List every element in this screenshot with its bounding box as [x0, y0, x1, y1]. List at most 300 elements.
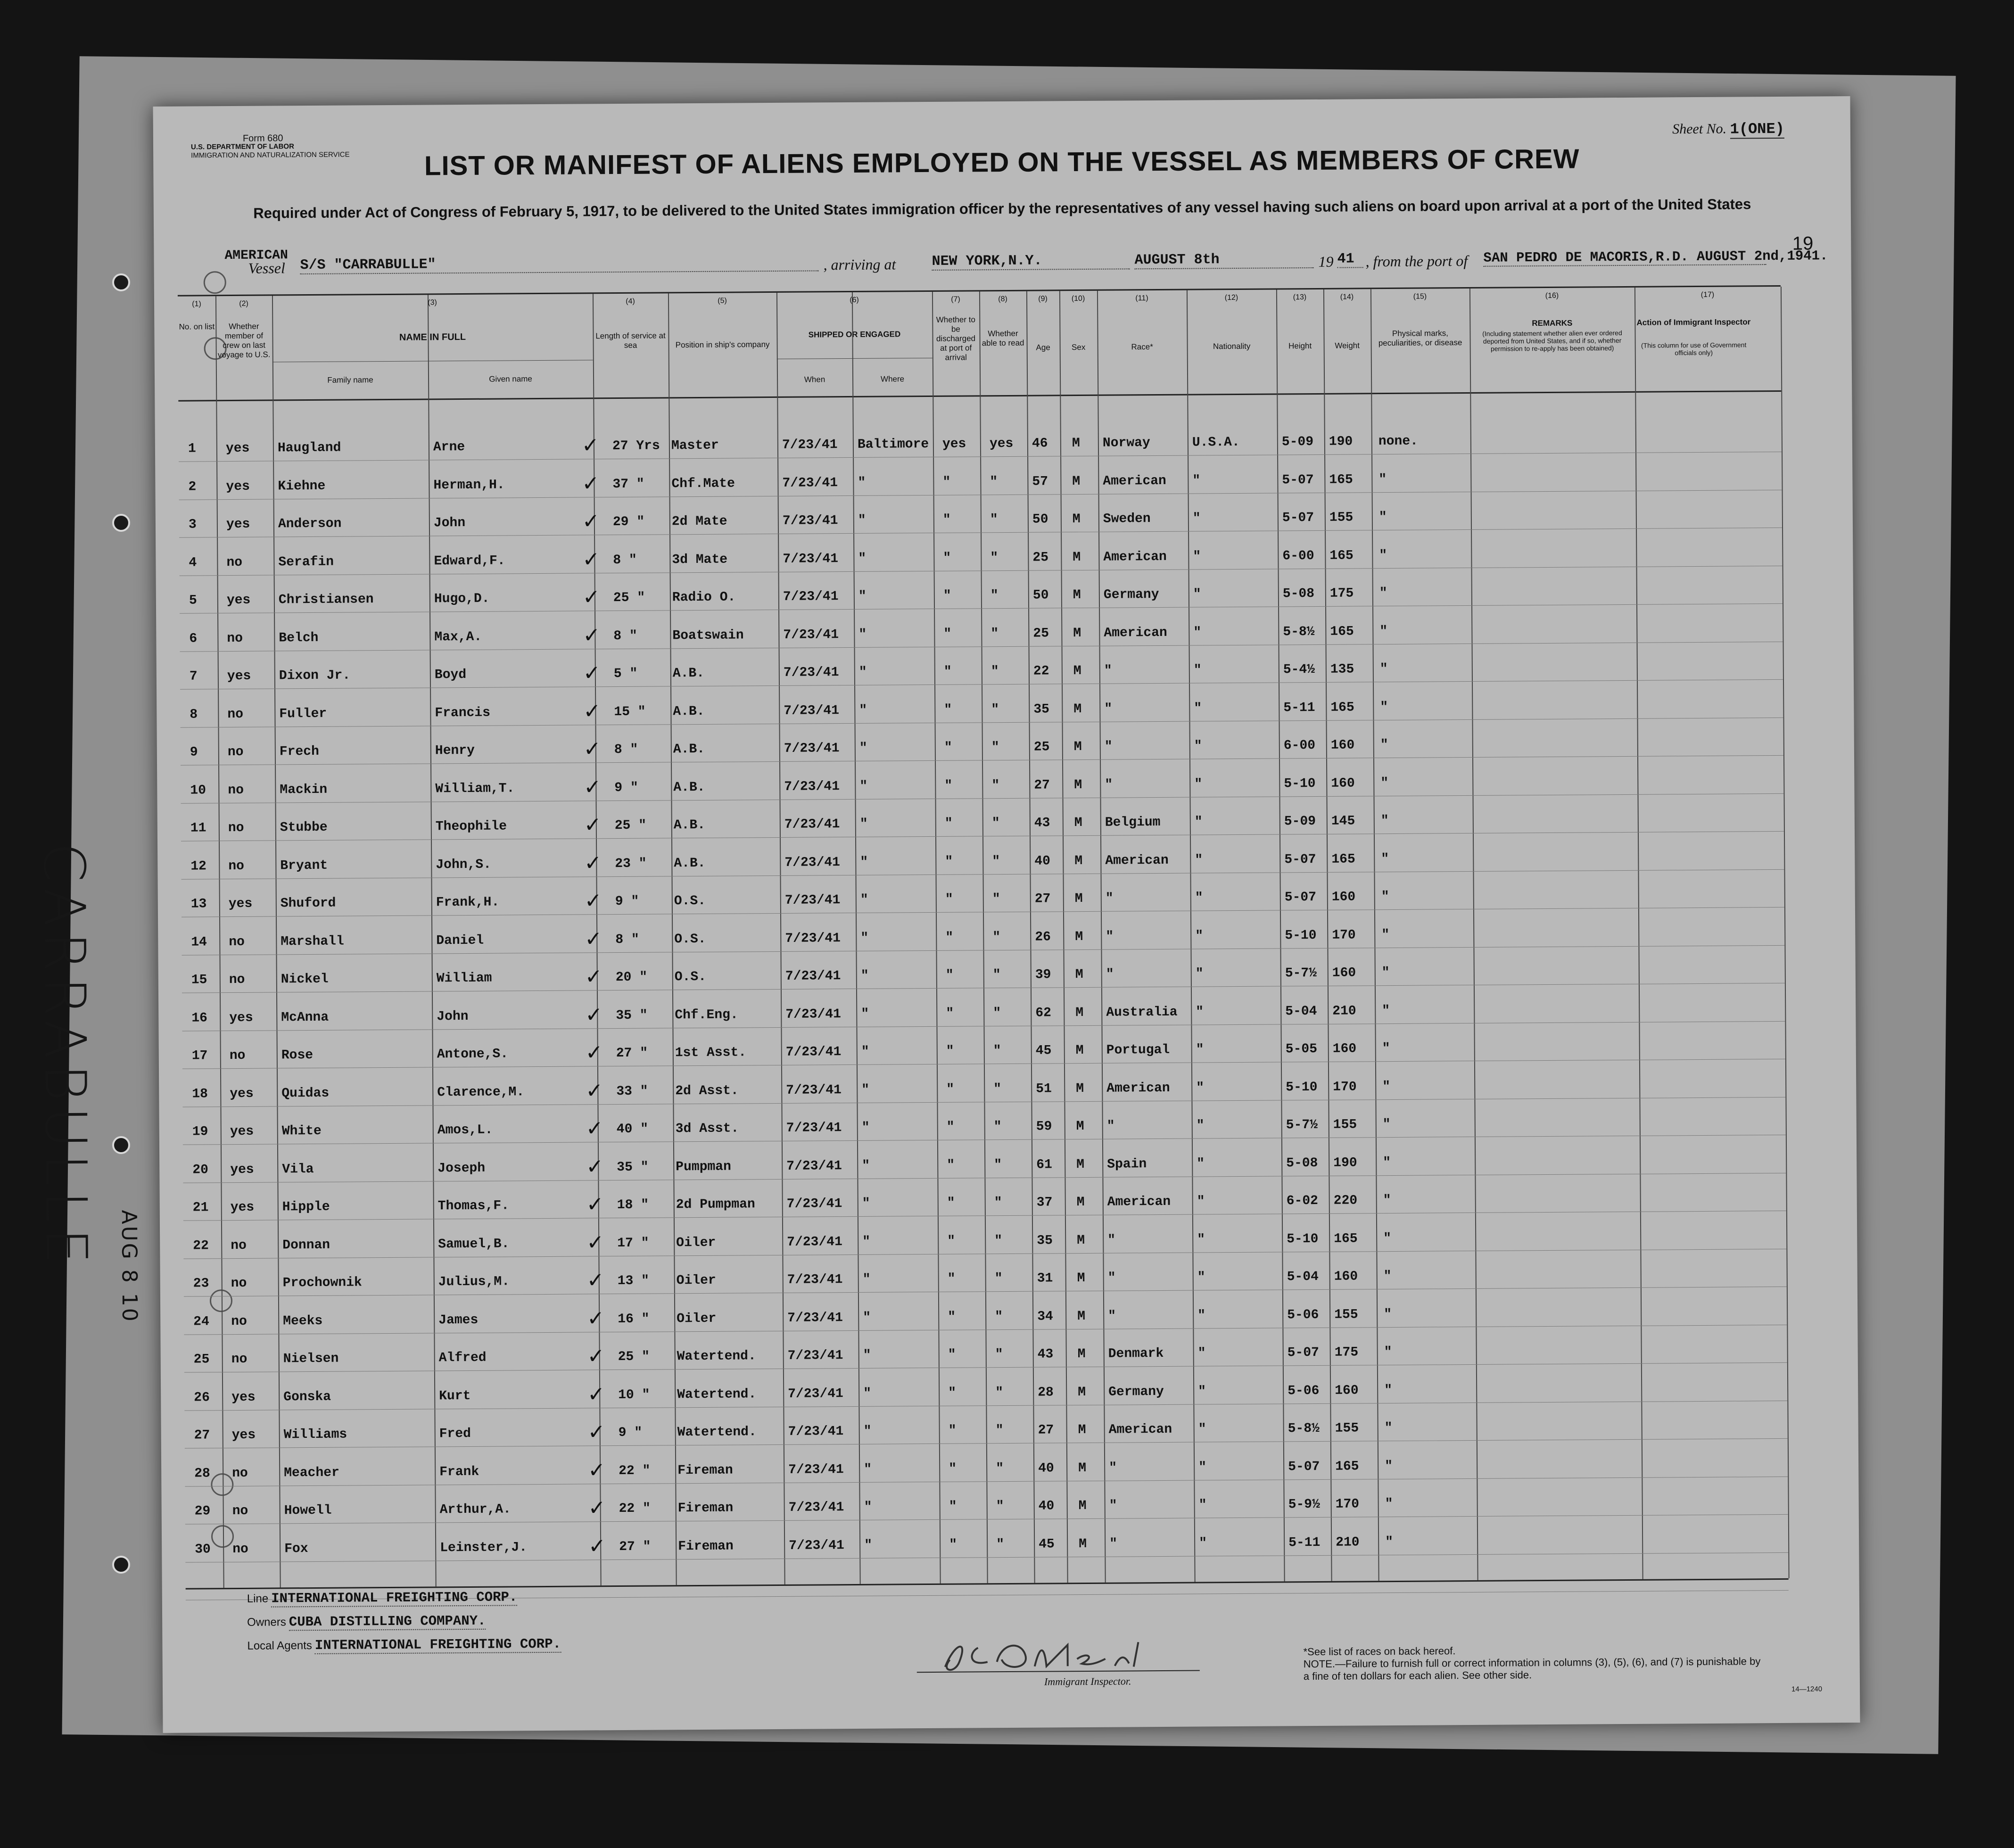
cell-shipped-when: 7/23/41 — [782, 475, 838, 491]
cell-previous-voyage: yes — [226, 593, 251, 608]
cell-weight: 210 — [1336, 1534, 1360, 1550]
cell-shipped-where: " — [862, 1234, 871, 1249]
cell-nationality: " — [1193, 663, 1202, 678]
cell-position: A.B. — [673, 780, 705, 795]
cell-weight: 155 — [1334, 1307, 1358, 1322]
cell-shipped-where: " — [860, 892, 868, 908]
cell-position: Chf.Mate — [671, 476, 735, 491]
cell-nationality: " — [1199, 1535, 1207, 1551]
cell-row-number: 24 — [193, 1314, 209, 1329]
cell-row-number: 29 — [194, 1504, 211, 1519]
cell-previous-voyage: no — [229, 972, 245, 988]
cell-family-name: Dixon Jr. — [279, 668, 351, 684]
cell-position: A.B. — [673, 704, 705, 719]
cell-race: " — [1106, 1119, 1115, 1134]
cell-shipped-where: " — [862, 1196, 870, 1211]
cell-previous-voyage: yes — [230, 1200, 255, 1215]
cell-given-name: Herman,H. — [433, 477, 505, 493]
cell-given-name: William,T. — [435, 781, 515, 796]
cell-row-number: 5 — [189, 593, 197, 608]
cell-service-length: 27 Yrs — [612, 438, 660, 454]
cell-family-name: Meeks — [283, 1313, 323, 1328]
cell-family-name: Fuller — [279, 706, 327, 721]
cell-able-to-read: " — [992, 968, 1001, 983]
cell-shipped-when: 7/23/41 — [787, 1272, 843, 1287]
column-rule — [932, 292, 941, 1584]
cell-row-number: 30 — [195, 1542, 211, 1557]
cell-weight: 170 — [1333, 1079, 1357, 1095]
cell-given-name: William — [436, 971, 492, 986]
cell-physical-marks: " — [1383, 1193, 1391, 1208]
header-action: Action of Immigrant Inspector — [1636, 317, 1751, 327]
cell-weight: 170 — [1335, 1497, 1360, 1512]
cell-sex: M — [1073, 588, 1081, 603]
cell-nationality: U.S.A. — [1192, 435, 1240, 450]
cell-service-length: 22 " — [619, 1463, 651, 1478]
cell-shipped-when: 7/23/41 — [787, 1234, 842, 1250]
column-number: (9) — [1038, 295, 1048, 303]
cell-discharge: " — [945, 892, 953, 907]
penalty-note: NOTE.—Failure to furnish full or correct information in columns (3), (5), (6), and (7) is punishable by a fine of ten dollars for each alien. See other side. — [1303, 1655, 1761, 1683]
column-rule — [1059, 291, 1068, 1583]
check-mark: ✓ — [583, 699, 601, 723]
column-number: (2) — [239, 299, 248, 308]
cell-age: 37 — [1036, 1195, 1053, 1210]
cell-nationality: " — [1196, 1042, 1204, 1057]
cell-row-number: 23 — [193, 1276, 209, 1291]
binder-hole — [112, 514, 130, 532]
cell-given-name: Amos,L. — [437, 1122, 493, 1138]
cell-sex: M — [1076, 1157, 1085, 1172]
cell-age: 50 — [1032, 512, 1048, 527]
cell-physical-marks: none. — [1378, 434, 1418, 449]
cell-race: Australia — [1106, 1005, 1178, 1020]
cell-age: 31 — [1037, 1271, 1053, 1286]
header-service: Length of service at sea — [595, 331, 666, 350]
footer-notes — [1303, 1643, 1765, 1683]
cell-family-name: Frech — [279, 744, 319, 759]
cell-row-number: 12 — [190, 858, 207, 874]
header-discharge: Whether to be discharged at port of arrival — [936, 315, 976, 362]
cell-service-length: 20 " — [615, 970, 648, 985]
cell-nationality: " — [1196, 1004, 1204, 1020]
check-mark: ✓ — [585, 1002, 603, 1027]
column-number: (12) — [1224, 293, 1238, 302]
cell-position: 1st Asst. — [675, 1045, 747, 1061]
footer-form-number: 14—1240 — [1791, 1685, 1823, 1693]
cell-service-length: 8 " — [613, 553, 637, 568]
cell-shipped-where: " — [858, 475, 866, 490]
cell-race: " — [1106, 967, 1114, 982]
cell-family-name: Vila — [282, 1162, 314, 1177]
cell-row-number: 8 — [190, 707, 198, 722]
cell-position: Watertend. — [677, 1349, 756, 1364]
inspector-label: Immigrant Inspector. — [1044, 1675, 1131, 1688]
vessel-line: Vessel S/S "CARRABULLE" , arriving at NEW YORK,N.Y. AUGUST 8th 19 41 , from the port of SAN PEDRO DE MACORIS,R.D. AUGUST 2nd,1941. — [248, 248, 1828, 277]
cell-position: Master — [671, 438, 719, 454]
cell-discharge: " — [948, 1423, 957, 1438]
cell-family-name: Quidas — [281, 1086, 330, 1101]
cell-position: Fireman — [678, 1539, 734, 1554]
check-mark: ✓ — [582, 547, 600, 571]
cell-height: 5-10 — [1286, 1080, 1318, 1095]
check-mark: ✓ — [587, 1420, 605, 1444]
cell-height: 5-07 — [1287, 1345, 1320, 1361]
cell-weight: 170 — [1332, 927, 1356, 943]
check-mark: ✓ — [582, 471, 600, 495]
cell-previous-voyage: no — [231, 1352, 248, 1367]
check-mark: ✓ — [586, 1192, 604, 1217]
cell-given-name: Joseph — [437, 1161, 486, 1176]
cell-age: 40 — [1034, 853, 1051, 869]
header-subrule — [777, 358, 933, 359]
cell-previous-voyage: no — [226, 555, 243, 570]
cell-weight: 165 — [1334, 1231, 1358, 1246]
column-number: (6) — [850, 296, 859, 305]
cell-sex: M — [1075, 929, 1083, 944]
cell-previous-voyage: no — [228, 783, 244, 798]
cell-shipped-when: 7/23/41 — [783, 589, 839, 604]
line-value: INTERNATIONAL FREIGHTING CORP. — [271, 1589, 518, 1607]
cell-able-to-read: " — [991, 740, 999, 755]
check-mark: ✓ — [586, 1078, 603, 1103]
cell-family-name: Rose — [281, 1048, 314, 1063]
cell-row-number: 22 — [193, 1238, 209, 1254]
cell-shipped-where: " — [860, 931, 869, 946]
cell-shipped-when: 7/23/41 — [784, 703, 840, 718]
cell-service-length: 8 " — [613, 628, 637, 644]
cell-position: Boatswain — [672, 627, 744, 643]
cell-physical-marks: " — [1385, 1459, 1393, 1474]
cell-discharge: " — [947, 1158, 955, 1173]
cell-physical-marks: " — [1380, 776, 1389, 791]
cell-nationality: " — [1198, 1460, 1207, 1475]
cell-weight: 155 — [1333, 1117, 1357, 1132]
check-mark: ✓ — [581, 433, 599, 458]
cell-family-name: Howell — [284, 1503, 332, 1518]
cell-race: " — [1109, 1498, 1117, 1513]
cell-age: 35 — [1037, 1233, 1053, 1248]
cell-service-length: 16 " — [618, 1312, 650, 1327]
cell-given-name: Kurt — [439, 1388, 471, 1403]
header-action-note: (This column for use of Government officials only) — [1641, 341, 1747, 357]
column-rule — [1370, 289, 1379, 1581]
column-number: (11) — [1135, 294, 1148, 303]
cell-given-name: Hugo,D. — [434, 591, 490, 607]
cell-nationality: " — [1194, 739, 1202, 754]
cell-able-to-read: " — [990, 588, 999, 603]
cell-position: Pumpman — [676, 1159, 731, 1174]
cell-service-length: 9 " — [618, 1425, 643, 1441]
cell-age: 50 — [1032, 588, 1049, 603]
cell-discharge: " — [945, 930, 954, 945]
cell-previous-voyage: no — [232, 1466, 248, 1481]
header-subrule — [272, 360, 593, 362]
cell-nationality: " — [1197, 1194, 1205, 1209]
cell-nationality: " — [1197, 1346, 1206, 1361]
cell-family-name: Donnan — [282, 1238, 330, 1253]
check-mark: ✓ — [587, 1344, 605, 1369]
cell-shipped-when: 7/23/41 — [784, 779, 840, 794]
cell-row-number: 3 — [188, 517, 197, 532]
cell-given-name: Leinster,J. — [440, 1540, 528, 1555]
cell-position: 2d Mate — [671, 514, 727, 529]
cell-previous-voyage: yes — [227, 668, 251, 684]
cell-position: Watertend. — [677, 1425, 757, 1440]
cell-sex: M — [1073, 550, 1081, 565]
cell-age: 25 — [1033, 740, 1050, 755]
cell-previous-voyage: no — [229, 1048, 246, 1064]
cell-sex: M — [1077, 1270, 1085, 1286]
cell-discharge: " — [949, 1461, 957, 1477]
cell-discharge: " — [946, 1044, 954, 1059]
cell-given-name: Frank,H. — [436, 895, 500, 910]
cell-family-name: Kiehne — [278, 478, 326, 494]
cell-height: 5-10 — [1284, 776, 1316, 791]
cell-able-to-read: " — [993, 1044, 1001, 1059]
cell-age: 27 — [1038, 1423, 1054, 1438]
cell-row-number: 16 — [191, 1010, 208, 1026]
cell-position: O.S. — [674, 893, 706, 909]
cell-physical-marks: " — [1383, 1231, 1392, 1246]
cell-row-number: 26 — [194, 1390, 210, 1405]
cell-shipped-where: " — [862, 1158, 870, 1173]
cell-race: Sweden — [1103, 512, 1151, 527]
cell-able-to-read: " — [996, 1537, 1005, 1552]
cell-discharge: " — [948, 1386, 957, 1401]
cell-service-length: 25 " — [618, 1349, 650, 1365]
cell-discharge: " — [944, 778, 953, 793]
cell-shipped-where: " — [862, 1272, 871, 1287]
header-previous-voyage: Whether member of crew on last voyage to U.S. — [217, 322, 271, 360]
cell-shipped-when: 7/23/41 — [782, 513, 838, 528]
cell-previous-voyage: no — [229, 934, 245, 949]
cell-discharge: " — [946, 1120, 955, 1135]
cell-shipped-where: " — [861, 1082, 870, 1097]
check-mark: ✓ — [584, 889, 602, 913]
cell-height: 5-07 — [1284, 852, 1316, 867]
cell-able-to-read: " — [992, 854, 1000, 869]
vessel-nationality: AMERICAN — [224, 248, 288, 264]
cell-shipped-when: 7/23/41 — [788, 1462, 844, 1477]
cell-given-name: Thomas,F. — [437, 1198, 510, 1214]
cell-given-name: Samuel,B. — [438, 1236, 510, 1252]
cell-age: 27 — [1034, 891, 1051, 907]
cell-shipped-when: 7/23/41 — [786, 1158, 842, 1174]
cell-shipped-where: " — [858, 589, 867, 604]
cell-position: Watertend. — [677, 1386, 757, 1402]
cell-given-name: Francis — [435, 705, 491, 720]
cell-able-to-read: " — [993, 1006, 1001, 1021]
cell-family-name: Meacher — [284, 1465, 339, 1480]
cell-height: 5-8½ — [1288, 1421, 1320, 1436]
cell-shipped-where: " — [858, 627, 867, 642]
cell-physical-marks: " — [1379, 624, 1388, 639]
cell-shipped-when: 7/23/41 — [785, 1006, 842, 1022]
cell-race: " — [1109, 1460, 1117, 1476]
cell-able-to-read: " — [990, 664, 999, 679]
cell-family-name: Belch — [279, 630, 319, 645]
cell-shipped-when: 7/23/41 — [788, 1500, 844, 1515]
cell-weight: 165 — [1330, 624, 1354, 639]
cell-physical-marks: " — [1380, 814, 1389, 829]
cell-height: 5-9½ — [1288, 1497, 1320, 1512]
cell-row-number: 27 — [194, 1428, 210, 1443]
cell-nationality: " — [1194, 815, 1203, 830]
cell-shipped-when: 7/23/41 — [787, 1348, 843, 1363]
cell-age: 26 — [1035, 929, 1051, 945]
cell-given-name: Julius,M. — [438, 1274, 510, 1290]
header-family-name: Family name — [327, 375, 373, 385]
cell-height: 5-8½ — [1283, 624, 1315, 639]
cell-age: 59 — [1036, 1119, 1052, 1134]
cell-service-length: 8 " — [614, 742, 638, 758]
cell-discharge: " — [943, 551, 951, 566]
cell-race: Germany — [1103, 587, 1159, 602]
cell-discharge: " — [947, 1271, 956, 1287]
cell-previous-voyage: yes — [225, 441, 250, 456]
cell-previous-voyage: no — [232, 1503, 248, 1519]
cell-physical-marks: " — [1382, 1079, 1391, 1094]
check-mark: ✓ — [587, 1382, 605, 1406]
cell-sex: M — [1075, 967, 1083, 982]
cell-family-name: McAnna — [281, 1010, 329, 1025]
cell-shipped-when: 7/23/41 — [788, 1386, 843, 1402]
cell-previous-voyage: no — [231, 1276, 247, 1291]
column-rule — [1781, 287, 1790, 1578]
cell-previous-voyage: yes — [230, 1162, 254, 1177]
header-given-name: Given name — [489, 374, 532, 384]
cell-nationality: " — [1198, 1498, 1207, 1513]
cell-shipped-when: 7/23/41 — [784, 855, 841, 870]
cell-weight: 165 — [1329, 472, 1353, 487]
cell-nationality: " — [1193, 549, 1201, 564]
cell-nationality: " — [1198, 1384, 1206, 1399]
check-mark: ✓ — [584, 813, 602, 837]
cell-family-name: Hipple — [282, 1199, 330, 1215]
agents-field: Local Agents INTERNATIONAL FREIGHTING CORP. — [247, 1636, 561, 1653]
cell-sex: M — [1072, 436, 1080, 451]
cell-able-to-read: " — [994, 1271, 1003, 1287]
cell-weight: 155 — [1329, 510, 1354, 525]
cell-race: American — [1103, 549, 1167, 565]
cell-sex: M — [1079, 1536, 1087, 1551]
header-remarks-note: (Including statement whether alien ever ordered deported from United States, and if so, whether permission to re-apply has been obtained) — [1482, 329, 1622, 353]
cell-physical-marks: " — [1384, 1345, 1392, 1360]
cell-sex: M — [1074, 816, 1082, 831]
sheet-number-value: 1(ONE) — [1730, 120, 1784, 138]
cell-service-length: 29 " — [612, 514, 645, 530]
cell-age: 40 — [1038, 1499, 1055, 1514]
cell-discharge: " — [943, 588, 951, 603]
cell-weight: 190 — [1329, 434, 1353, 449]
cell-weight: 165 — [1329, 548, 1354, 563]
cell-row-number: 25 — [193, 1352, 210, 1367]
sheet-number: Sheet No. 1(ONE) — [1672, 120, 1784, 138]
cell-given-name: John — [437, 1009, 469, 1024]
cell-physical-marks: " — [1382, 1003, 1390, 1018]
column-number: (10) — [1071, 294, 1085, 303]
cell-discharge: " — [948, 1310, 956, 1325]
binder-hole — [112, 273, 130, 291]
cell-able-to-read: " — [990, 550, 999, 565]
cell-race: " — [1104, 739, 1113, 754]
cell-service-length: 27 " — [619, 1539, 651, 1554]
cell-discharge: " — [946, 1082, 955, 1097]
column-number: (14) — [1340, 293, 1354, 301]
cell-given-name: Theophile — [435, 819, 507, 834]
cell-shipped-where: " — [861, 1044, 869, 1059]
cell-height: 6-00 — [1283, 738, 1316, 753]
column-rule — [979, 291, 988, 1583]
cell-physical-marks: " — [1385, 1497, 1393, 1512]
cell-position: A.B. — [673, 817, 706, 833]
cell-age: 45 — [1035, 1043, 1052, 1058]
cell-family-name: White — [281, 1123, 322, 1139]
cell-height: 5-06 — [1288, 1383, 1320, 1398]
cell-physical-marks: " — [1378, 510, 1387, 525]
arrival-year: 41 — [1337, 251, 1363, 268]
cell-weight: 165 — [1331, 851, 1355, 867]
header-physical-marks: Physical marks, peculiarities, or disease — [1378, 329, 1462, 348]
cell-weight: 190 — [1333, 1155, 1357, 1171]
cell-service-length: 5 " — [613, 666, 638, 682]
cell-given-name: Max,A. — [434, 629, 482, 644]
cell-given-name: John,S. — [436, 857, 492, 872]
cell-family-name: Bryant — [280, 858, 328, 873]
cell-given-name: Antone,S. — [437, 1047, 509, 1062]
cell-given-name: Boyd — [434, 667, 467, 683]
cell-nationality: " — [1197, 1308, 1206, 1323]
cell-nationality: " — [1194, 701, 1202, 716]
cell-nationality: " — [1192, 473, 1201, 488]
cell-race: " — [1105, 891, 1114, 906]
cell-previous-voyage: no — [227, 744, 244, 760]
cell-physical-marks: " — [1382, 1041, 1390, 1056]
cell-shipped-when: 7/23/41 — [788, 1424, 844, 1439]
check-mark: ✓ — [586, 1268, 604, 1293]
check-mark: ✓ — [585, 1040, 603, 1065]
cell-previous-voyage: no — [228, 820, 244, 836]
cell-service-length: 8 " — [615, 932, 639, 947]
cell-weight: 160 — [1330, 738, 1355, 753]
cell-race: American — [1105, 853, 1169, 868]
cell-sex: M — [1073, 626, 1081, 641]
cell-position: 2d Pumpman — [676, 1197, 755, 1213]
cell-discharge: " — [942, 475, 951, 490]
check-mark: ✓ — [585, 926, 603, 951]
cell-able-to-read: " — [992, 892, 1000, 907]
cell-service-length: 35 " — [617, 1160, 649, 1175]
page-number: 19 — [1792, 233, 1814, 254]
column-number: (1) — [192, 300, 201, 308]
cell-physical-marks: " — [1379, 662, 1388, 677]
cell-discharge: " — [943, 664, 952, 679]
cell-shipped-where: " — [863, 1348, 871, 1363]
cell-family-name: Nickel — [281, 972, 329, 987]
header-race: Race* — [1131, 342, 1153, 352]
column-number: (13) — [1293, 293, 1307, 302]
cell-height: 5-07 — [1288, 1459, 1320, 1474]
cell-shipped-where: " — [859, 779, 868, 794]
date-stamp: AUG 8 10 — [116, 1210, 142, 1323]
cell-physical-marks: " — [1385, 1534, 1394, 1550]
check-mark: ✓ — [583, 661, 601, 685]
cell-race: Germany — [1108, 1384, 1164, 1400]
cell-service-length: 9 " — [615, 894, 639, 909]
cell-family-name: Prochownik — [282, 1275, 362, 1291]
cell-shipped-where: " — [858, 513, 866, 528]
